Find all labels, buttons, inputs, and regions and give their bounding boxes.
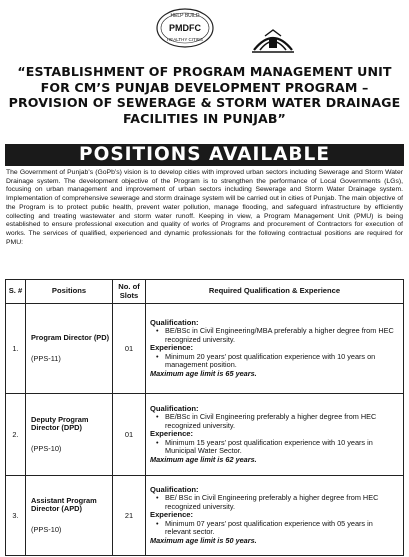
bullet-icon: • [156, 351, 159, 361]
row-slots: 21 [113, 476, 146, 556]
positions-available-banner: POSITIONS AVAILABLE [5, 144, 404, 166]
experience-text: Minimum 15 years’ post qualification experience with 10 years in Municipal Water Sector. [165, 437, 373, 456]
qualification-bullet [150, 494, 400, 511]
experience-bullet [150, 353, 400, 370]
experience-text: Minimum 20 years’ post qualification experience with 10 years on management position. [165, 351, 376, 370]
pmdfc-logo-bottom-text: HEALTHY CITIES [166, 37, 204, 42]
header-slots: No. of Slots [113, 280, 146, 304]
table-row [6, 476, 404, 556]
row-position-cell [26, 476, 113, 556]
max-age-note: Maximum age limit is 50 years. [150, 535, 257, 545]
row-position-cell [26, 394, 113, 476]
position-title: Deputy Program Director (DPD) [31, 414, 89, 433]
qualification-bullet [150, 413, 400, 430]
qualification-text: BE/BSc in Civil Engineering/MBA preferably a higher degree from HEC recognized university. [165, 326, 394, 344]
qualification-label: Qualification: [150, 404, 199, 414]
bullet-icon: • [156, 412, 159, 422]
header-positions: Positions [26, 280, 113, 304]
pmdfc-logo-top-text: HELP BUILD [170, 13, 200, 19]
row-sno: 3. [6, 476, 26, 556]
position-pay-scale: (PPS-10) [31, 443, 62, 453]
intro-paragraph: The Government of Punjab’s (GoPb’s) vision is to develop cities with improved urban sectors including Sewerage and Storm Water Drainage system. The development objective of the Program is to strengthen the performance of Local Governments (LGs), focusing on urban management and improvement of urban sectors including Sewerage and Storm Water Drainage system. Implementation of comprehensive sewerage and storm drainage system will be carried out in cities of Punjab. The main objective of the Program is to protect public health, prevent water pollution, manage flooding, and safeguard infrastructure by efficiently collecting and treating wastewater and storm water runoff. Keeping in view, a Program Management Unit (PMU) is being established to ensure professional execution and quality of works of Programs and procurement of Contractors for execution of works. The services of qualified, experienced and dynamic professionals for the following contractual positions are required for PMU: [6, 169, 403, 246]
experience-bullet [150, 520, 400, 537]
experience-label: Experience: [150, 510, 194, 520]
qualification-label: Qualification: [150, 318, 199, 328]
pmdfc-logo [155, 6, 215, 50]
experience-text: Minimum 07 years’ post qualification experience with 05 years in relevant sector. [165, 518, 373, 537]
pmdfc-logo-main-text: PMDFC [169, 23, 201, 33]
punjab-government-emblem [250, 24, 296, 54]
qualification-text: BE/BSc in Civil Engineering preferably a higher degree from HEC recognized university. [165, 412, 377, 430]
bullet-icon: • [156, 518, 159, 528]
experience-label: Experience: [150, 429, 194, 439]
experience-bullet [150, 439, 400, 456]
header-sno: S. # [6, 280, 26, 304]
table-row [6, 394, 404, 476]
row-qualification-cell [146, 394, 404, 476]
row-sno: 1. [6, 304, 26, 394]
max-age-note: Maximum age limit is 62 years. [150, 454, 257, 464]
row-slots: 01 [113, 394, 146, 476]
qualification-bullet [150, 327, 400, 344]
row-sno: 2. [6, 394, 26, 476]
qualification-text: BE/ BSc in Civil Engineering preferably a higher degree from HEC recognized university. [165, 493, 379, 511]
position-title: Assistant Program Director (APD) [31, 495, 97, 514]
positions-table [5, 279, 404, 556]
qualification-label: Qualification: [150, 485, 199, 495]
table-header-row [6, 280, 404, 304]
bullet-icon: • [156, 437, 159, 447]
row-qualification-cell [146, 304, 404, 394]
logo-row [5, 0, 404, 62]
row-position-cell [26, 304, 113, 394]
bullet-icon: • [156, 493, 159, 503]
ad-headline: “ESTABLISHMENT OF PROGRAM MANAGEMENT UNIT FOR CM’S PUNJAB DEVELOPMENT PROGRAM – PROVISION OF SEWERAGE & STORM WATER DRAINAGE FACILITIES IN PUNJAB” [8, 64, 401, 126]
row-slots: 01 [113, 304, 146, 394]
bullet-icon: • [156, 326, 159, 336]
position-pay-scale: (PPS-11) [31, 353, 61, 363]
row-qualification-cell [146, 476, 404, 556]
header-qualification: Required Qualification & Experience [146, 280, 404, 304]
table-row [6, 304, 404, 394]
experience-label: Experience: [150, 343, 194, 353]
position-title: Program Director (PD) [31, 333, 110, 342]
max-age-note: Maximum age limit is 65 years. [150, 368, 257, 378]
position-pay-scale: (PPS-10) [31, 524, 62, 534]
